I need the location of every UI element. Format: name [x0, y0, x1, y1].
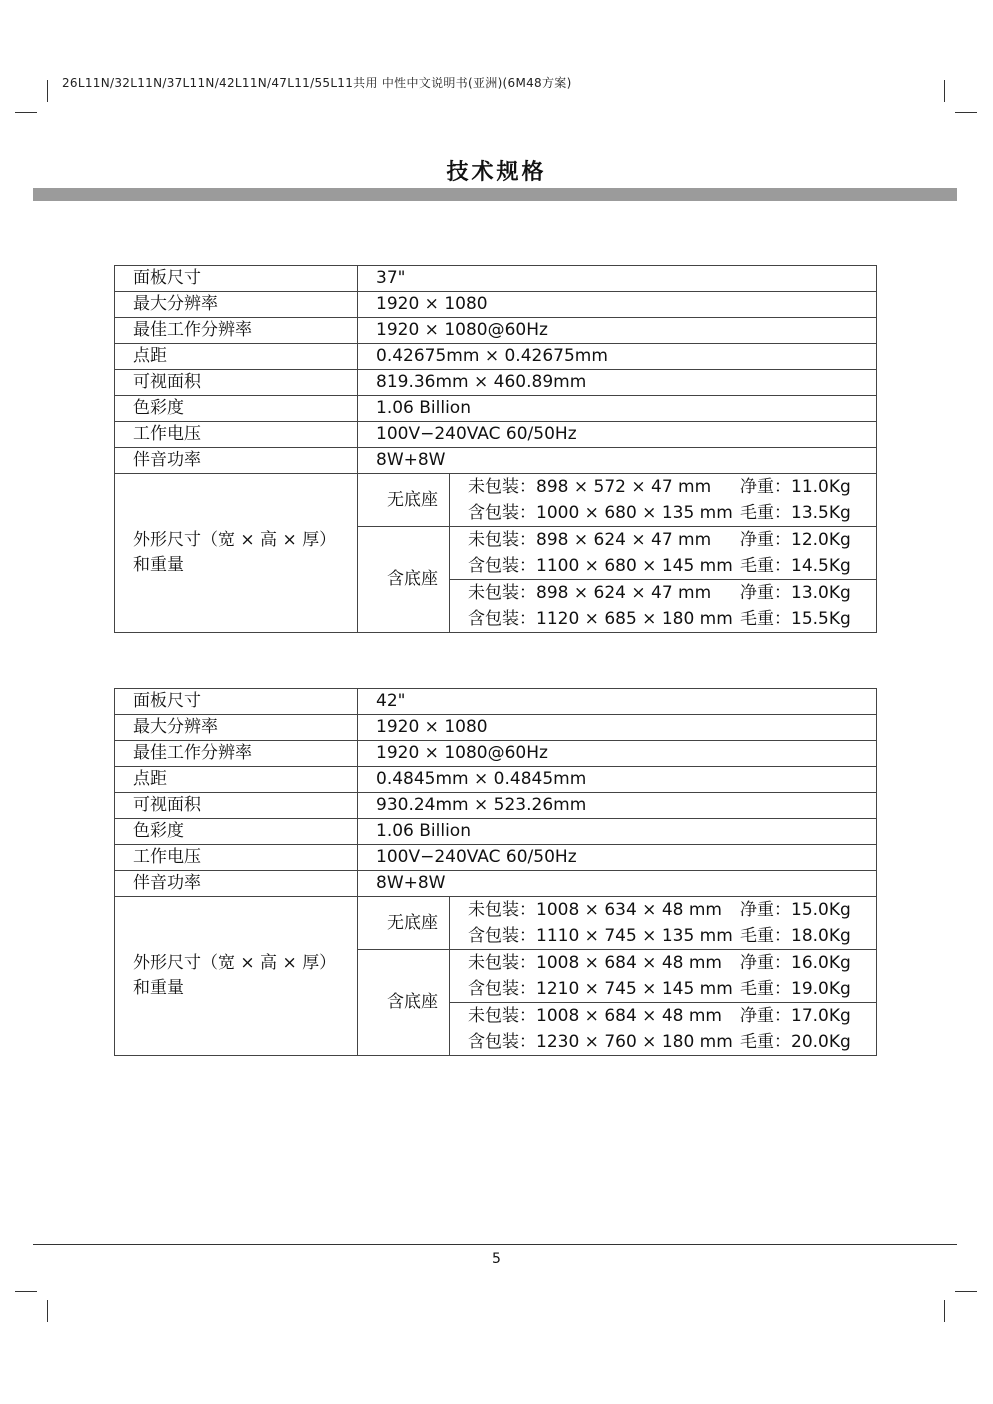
unpacked-size: 未包装：1008 × 634 × 48 mm	[468, 900, 722, 920]
dimensions-label-line-1: 外形尺寸（宽 × 高 × 厚）	[133, 530, 337, 550]
with-stand-label: 含底座	[358, 527, 450, 633]
table-row	[115, 344, 877, 370]
spec-label: 工作电压	[115, 845, 358, 871]
crop-mark	[955, 1291, 977, 1292]
spec-value: 1920 × 1080@60Hz	[358, 741, 877, 767]
unpacked-size: 未包装：898 × 572 × 47 mm	[468, 477, 712, 497]
table-row	[115, 871, 877, 897]
table-row	[115, 448, 877, 474]
spec-value: 1.06 Billion	[358, 819, 877, 845]
table-row	[115, 318, 877, 344]
spec-table-37	[114, 265, 877, 633]
spec-value: 1920 × 1080	[358, 292, 877, 318]
crop-mark	[955, 112, 977, 113]
crop-mark	[944, 1300, 945, 1322]
net-weight: 净重：15.0Kg	[740, 900, 851, 920]
gross-weight: 毛重：15.5Kg	[740, 609, 851, 629]
spec-label: 点距	[115, 344, 358, 370]
spec-label: 最佳工作分辨率	[115, 318, 358, 344]
spec-label: 色彩度	[115, 396, 358, 422]
spec-label: 最大分辨率	[115, 292, 358, 318]
package-cell	[450, 897, 877, 950]
net-weight: 净重：11.0Kg	[740, 477, 851, 497]
crop-mark	[944, 80, 945, 102]
document-header: 26L11N/32L11N/37L11N/42L11N/47L11/55L11共用 中性中文说明书(亚洲)(6M48方案)	[62, 76, 572, 90]
dimensions-label-line-2: 和重量	[133, 555, 184, 575]
table-row	[115, 370, 877, 396]
package-cell	[450, 580, 877, 633]
gross-weight: 毛重：19.0Kg	[740, 979, 851, 999]
footer-rule	[33, 1244, 957, 1245]
table-row	[115, 845, 877, 871]
packed-size: 含包装：1230 × 760 × 180 mm	[468, 1032, 733, 1052]
spec-value: 819.36mm × 460.89mm	[358, 370, 877, 396]
unpacked-size: 未包装：898 × 624 × 47 mm	[468, 530, 712, 550]
page-number: 5	[492, 1251, 501, 1267]
page-title: 技术规格	[446, 160, 547, 185]
table-row	[115, 266, 877, 292]
package-cell	[450, 950, 877, 1003]
spec-table-42	[114, 688, 877, 1056]
spec-label: 伴音功率	[115, 448, 358, 474]
dimensions-label-line-1: 外形尺寸（宽 × 高 × 厚）	[133, 953, 337, 973]
table-row	[115, 741, 877, 767]
spec-label: 最佳工作分辨率	[115, 741, 358, 767]
spec-value: 8W+8W	[358, 448, 877, 474]
packed-size: 含包装：1120 × 685 × 180 mm	[468, 609, 733, 629]
unpacked-size: 未包装：1008 × 684 × 48 mm	[468, 953, 722, 973]
net-weight: 净重：13.0Kg	[740, 583, 851, 603]
spec-value: 42"	[358, 689, 877, 715]
packed-size: 含包装：1100 × 680 × 145 mm	[468, 556, 733, 576]
table-row	[115, 292, 877, 318]
spec-label: 最大分辨率	[115, 715, 358, 741]
table-row	[115, 819, 877, 845]
spec-label: 面板尺寸	[115, 266, 358, 292]
spec-label: 色彩度	[115, 819, 358, 845]
package-cell	[450, 527, 877, 580]
gross-weight: 毛重：14.5Kg	[740, 556, 851, 576]
table-row	[115, 897, 877, 950]
spec-value: 930.24mm × 523.26mm	[358, 793, 877, 819]
dimensions-label-line-2: 和重量	[133, 978, 184, 998]
package-cell	[450, 474, 877, 527]
spec-value: 100V−240VAC 60/50Hz	[358, 845, 877, 871]
spec-label: 点距	[115, 767, 358, 793]
table-row	[115, 793, 877, 819]
table-row	[115, 715, 877, 741]
crop-mark	[47, 80, 48, 102]
table-row	[115, 396, 877, 422]
dimensions-label	[115, 897, 358, 1056]
spec-value: 37"	[358, 266, 877, 292]
gross-weight: 毛重：13.5Kg	[740, 503, 851, 523]
packed-size: 含包装：1110 × 745 × 135 mm	[468, 926, 733, 946]
spec-label: 面板尺寸	[115, 689, 358, 715]
gross-weight: 毛重：18.0Kg	[740, 926, 851, 946]
spec-value: 8W+8W	[358, 871, 877, 897]
spec-label: 可视面积	[115, 793, 358, 819]
net-weight: 净重：16.0Kg	[740, 953, 851, 973]
table-row	[115, 689, 877, 715]
table-row	[115, 474, 877, 527]
spec-value: 1920 × 1080	[358, 715, 877, 741]
table-row	[115, 422, 877, 448]
title-bar	[33, 188, 957, 201]
crop-mark	[15, 1291, 37, 1292]
spec-value: 0.4845mm × 0.4845mm	[358, 767, 877, 793]
spec-label: 可视面积	[115, 370, 358, 396]
net-weight: 净重：17.0Kg	[740, 1006, 851, 1026]
dimensions-label	[115, 474, 358, 633]
package-cell	[450, 1003, 877, 1056]
packed-size: 含包装：1210 × 745 × 145 mm	[468, 979, 733, 999]
spec-value: 1920 × 1080@60Hz	[358, 318, 877, 344]
crop-mark	[15, 112, 37, 113]
gross-weight: 毛重：20.0Kg	[740, 1032, 851, 1052]
no-stand-label: 无底座	[358, 474, 450, 527]
net-weight: 净重：12.0Kg	[740, 530, 851, 550]
crop-mark	[47, 1300, 48, 1322]
with-stand-label: 含底座	[358, 950, 450, 1056]
spec-label: 伴音功率	[115, 871, 358, 897]
spec-value: 0.42675mm × 0.42675mm	[358, 344, 877, 370]
unpacked-size: 未包装：1008 × 684 × 48 mm	[468, 1006, 722, 1026]
spec-value: 100V−240VAC 60/50Hz	[358, 422, 877, 448]
spec-value: 1.06 Billion	[358, 396, 877, 422]
unpacked-size: 未包装：898 × 624 × 47 mm	[468, 583, 712, 603]
table-row	[115, 767, 877, 793]
spec-label: 工作电压	[115, 422, 358, 448]
no-stand-label: 无底座	[358, 897, 450, 950]
packed-size: 含包装：1000 × 680 × 135 mm	[468, 503, 733, 523]
